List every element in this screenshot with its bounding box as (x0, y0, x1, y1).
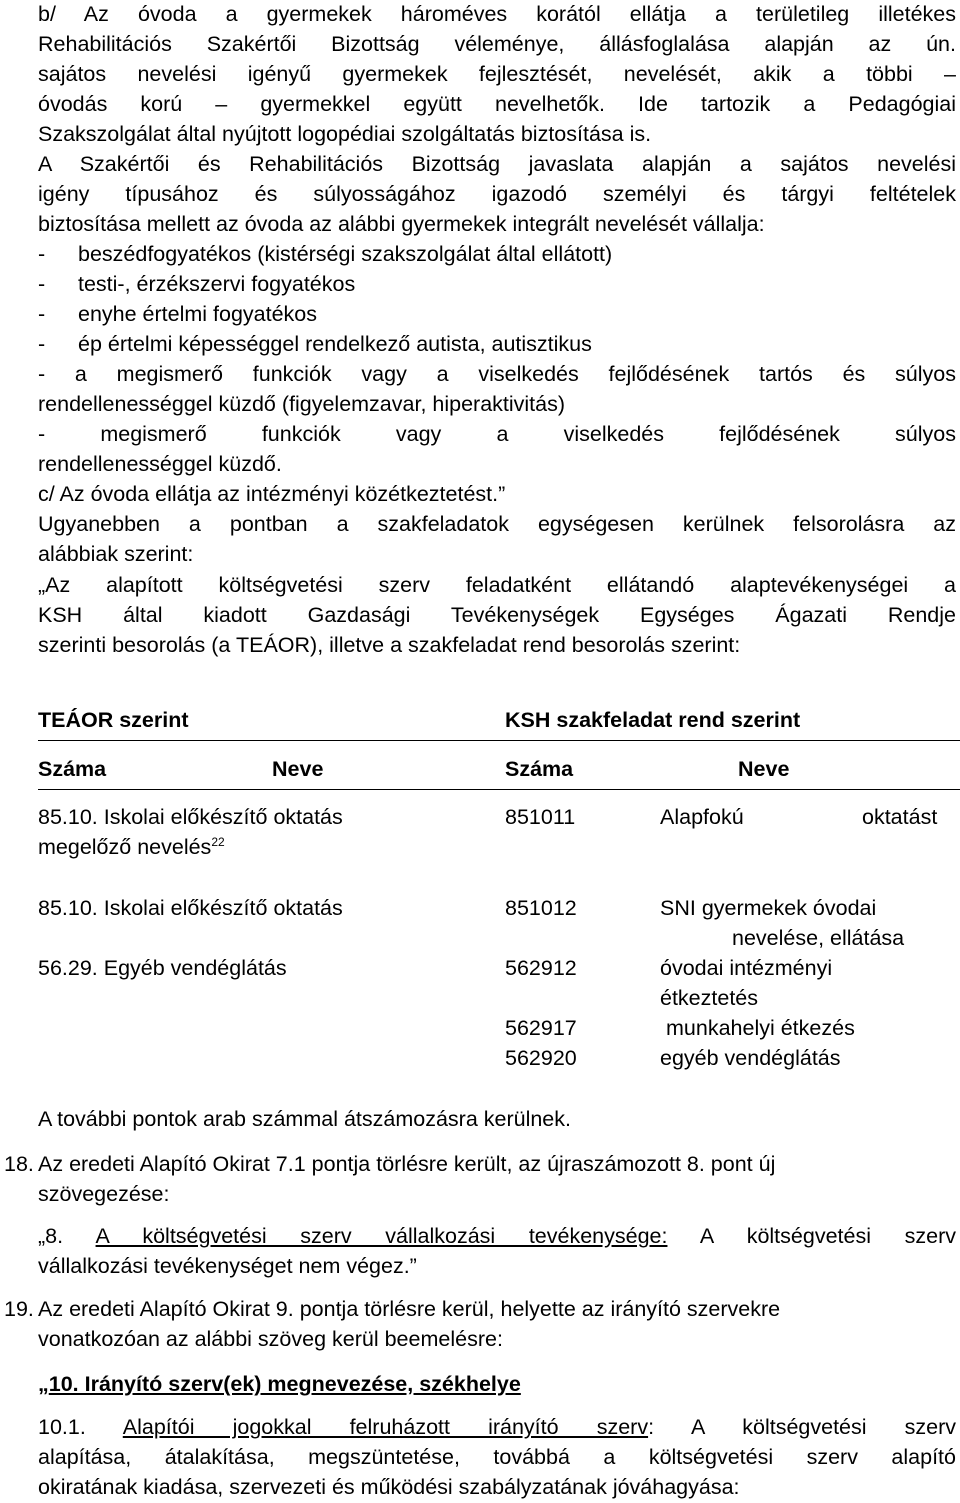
table-cell: nevelése, ellátása (732, 926, 905, 950)
text-line: alapítása, átalakítása, megszüntetése, továbbá a költségvetési szerv alapító (38, 1445, 956, 1469)
text-line: szövegezése: (38, 1182, 170, 1206)
footnote-marker: 22 (211, 834, 225, 849)
column-header: Neve (272, 757, 324, 781)
text-line: sajátos nevelési igényű gyermekek fejlesztését, nevelését, akik a többi – (38, 62, 956, 86)
text-line: A Szakértői és Rehabilitációs Bizottság javaslata alapján a sajátos nevelési (38, 152, 956, 176)
text-line: Az eredeti Alapító Okirat 7.1 pontja törlésre került, az újraszámozott 8. pont új (38, 1152, 776, 1176)
table-cell-text: megelőző nevelés (38, 835, 212, 859)
table-rule (38, 789, 960, 790)
table-cell: oktatást (862, 805, 938, 829)
text-line: óvodás korú – gyermekkel együtt nevelhetők. Ide tartozik a Pedagógiai (38, 92, 956, 116)
text-line: A további pontok arab számmal átszámozásra kerülnek. (38, 1107, 571, 1131)
list-dash: - (38, 272, 46, 296)
text-line: Rehabilitációs Szakértői Bizottság véleménye, állásfoglalása alapján az ún. (38, 32, 956, 56)
text-line (38, 1221, 956, 1251)
column-header: Száma (38, 757, 107, 781)
text-line: alábbiak szerint: (38, 542, 194, 566)
table-heading-ksh: KSH szakfeladat rend szerint (505, 708, 801, 732)
column-header: Száma (505, 757, 574, 781)
text-line: b/ Az óvoda a gyermekek hároméves korától ellátja a területileg illetékes (38, 2, 956, 26)
table-cell: munkahelyi étkezés (666, 1016, 855, 1040)
table-cell: 851011 (505, 805, 576, 829)
text-line: c/ Az óvoda ellátja az intézményi közétkeztetést.” (38, 482, 506, 506)
column-header: Neve (738, 757, 790, 781)
text-line: vállalkozási tevékenységet nem végez.” (38, 1254, 417, 1278)
quote-mark: „ (38, 1372, 49, 1396)
section-heading (38, 1369, 521, 1399)
table-cell: 851012 (505, 896, 577, 920)
table-cell: 562917 (505, 1016, 577, 1040)
table-rule (38, 740, 960, 741)
table-cell: óvodai intézményi (660, 956, 833, 980)
text-line: vonatkozóan az alábbi szöveg kerül beemelésre: (38, 1327, 503, 1351)
text-line: szerinti besorolás (a TEÁOR), illetve a szakfeladat rend besorolás szerint: (38, 633, 741, 657)
table-cell: 85.10. Iskolai előkészítő oktatás (38, 896, 343, 920)
quote-number: „8. (38, 1224, 96, 1248)
heading-text: 10. Irányító szerv(ek) megnevezése, székhelye (48, 1372, 521, 1396)
list-dash: - (38, 242, 46, 266)
table-cell: egyéb vendéglátás (660, 1046, 841, 1070)
table-cell (38, 832, 225, 862)
list-item: rendellenességgel küzdő. (38, 452, 282, 476)
table-cell: Alapfokú (660, 805, 744, 829)
list-dash: - (38, 302, 46, 326)
table-cell: 562920 (505, 1046, 577, 1070)
text-line: biztosítása mellett az óvoda az alábbi gyermekek integrált nevelését vállalja: (38, 212, 765, 236)
text-line: Az eredeti Alapító Okirat 9. pontja törlésre kerül, helyette az irányító szervekre (38, 1297, 781, 1321)
list-item: - megismerő funkciók vagy a viselkedés fejlődésének súlyos (38, 422, 956, 446)
text-run: A költségvetési szerv (667, 1224, 956, 1248)
list-item: rendellenességgel küzdő (figyelemzavar, hiperaktivitás) (38, 392, 566, 416)
list-item: - a megismerő funkciók vagy a viselkedés fejlődésének tartós és súlyos (38, 362, 956, 386)
list-item: ép értelmi képességgel rendelkező autista, autisztikus (78, 332, 592, 356)
table-cell: 56.29. Egyéb vendéglátás (38, 956, 287, 980)
paragraph-number: 10.1. (38, 1415, 86, 1439)
text-line: okiratának kiadása, szervezeti és működési szabályzatának jóváhagyása: (38, 1475, 740, 1499)
item-number: 18. (4, 1152, 34, 1176)
table-heading-teaor: TEÁOR szerint (38, 708, 189, 732)
text-line: KSH által kiadott Gazdasági Tevékenységek Egységes Ágazati Rendje (38, 603, 956, 627)
text-line: „Az alapított költségvetési szerv feladatként ellátandó alaptevékenységei a (38, 573, 956, 597)
item-number: 19. (4, 1297, 34, 1321)
list-item: testi-, érzékszervi fogyatékos (78, 272, 356, 296)
list-item: beszédfogyatékos (kistérségi szakszolgálat által ellátott) (78, 242, 613, 266)
text-run: : A költségvetési szerv (648, 1415, 957, 1439)
text-line: Szakszolgálat által nyújtott logopédiai szolgáltatás biztosítása is. (38, 122, 652, 146)
text-line: Ugyanebben a pontban a szakfeladatok egységesen kerülnek felsorolásra az (38, 512, 956, 536)
underlined-title: A költségvetési szerv vállalkozási tevékenysége: (95, 1224, 668, 1248)
table-cell: 562912 (505, 956, 577, 980)
table-cell: 85.10. Iskolai előkészítő oktatás (38, 805, 343, 829)
text-line: igény típusához és súlyosságához igazodó személyi és tárgyi feltételek (38, 182, 956, 206)
text-line (38, 1412, 956, 1442)
underlined-title: Alapítói jogokkal felruházott irányító szerv (122, 1415, 649, 1439)
table-cell: SNI gyermekek óvodai (660, 896, 877, 920)
table-cell: étkeztetés (660, 986, 758, 1010)
list-item: enyhe értelmi fogyatékos (78, 302, 318, 326)
list-dash: - (38, 332, 46, 356)
